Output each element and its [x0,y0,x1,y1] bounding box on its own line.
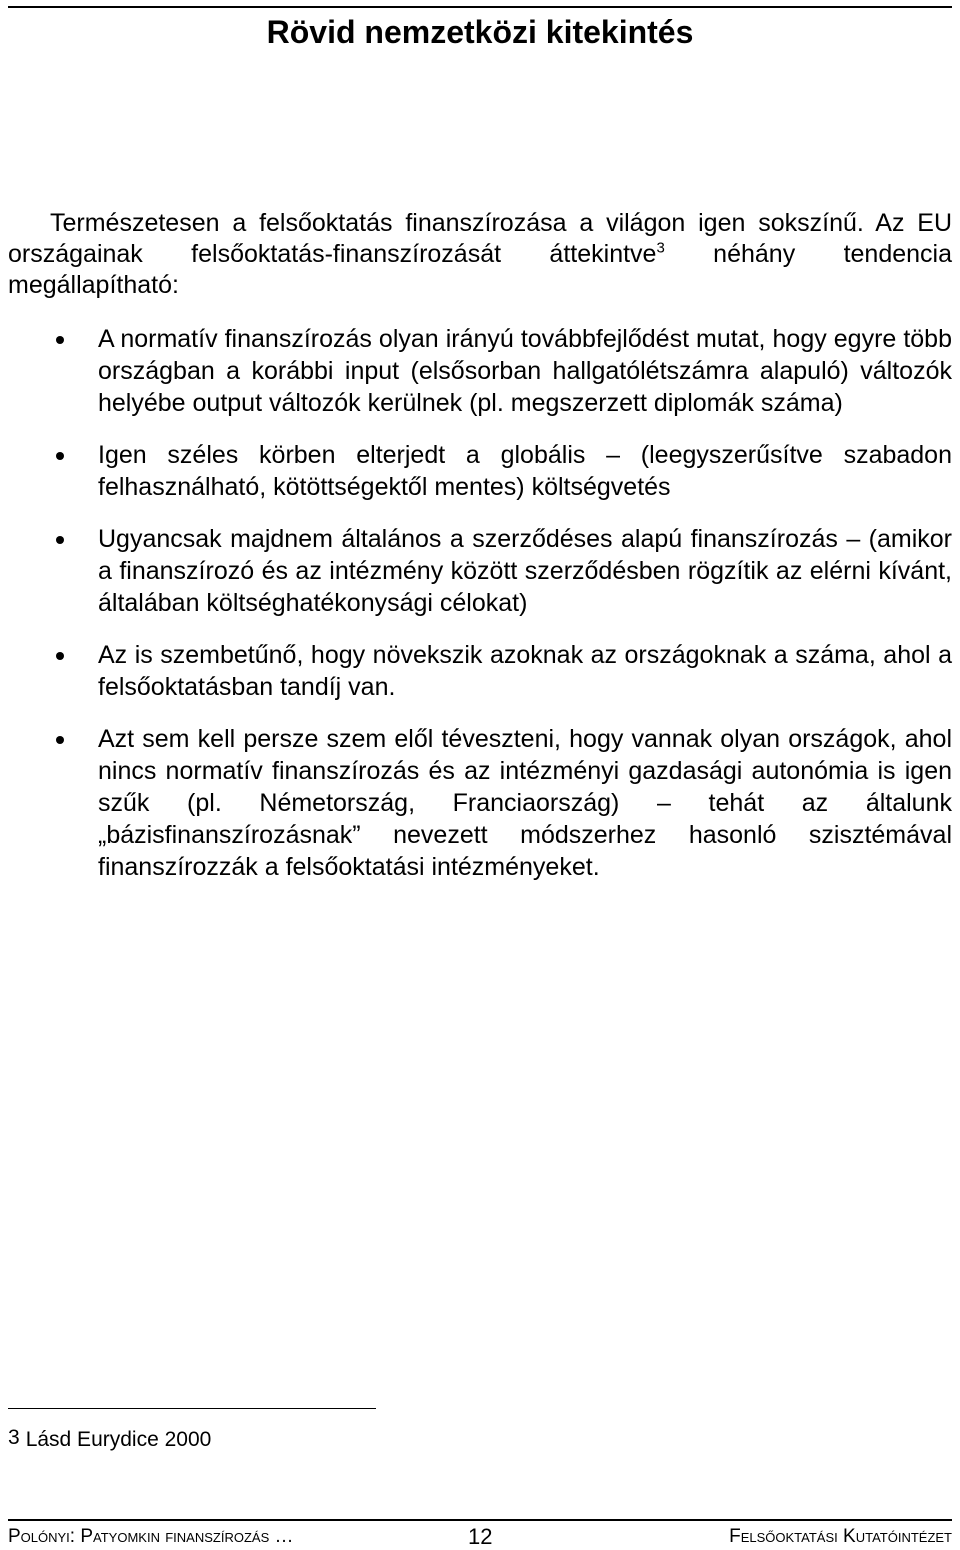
intro-text: Természetesen a felsőoktatás finanszírozása a világon igen sokszínű. Az EU országainak felsőoktatás-finanszírozását áttekintve [8,209,952,268]
intro-paragraph [8,208,952,301]
footer-author-title: Polónyi: Patyomkin finanszírozás … [8,1526,294,1547]
list-item-text: Igen széles körben elterjedt a globális – (leegyszerűsítve szabadon felhasználható, kötöttségektől mentes) költségvetés [98,441,952,501]
bullet-icon [56,452,64,460]
bullet-list [8,323,952,903]
footer-rule [8,1519,952,1521]
footnote-number: 3 [8,1426,20,1449]
bullet-icon [56,652,64,660]
intro-text-end: néhány tendencia megállapítható: [8,240,952,299]
top-rule [8,6,952,8]
page-footer [8,1524,952,1550]
bullet-icon [56,736,64,744]
bullet-icon [56,336,64,344]
page-number: 12 [468,1524,493,1549]
page-title: Rövid nemzetközi kitekintés [266,14,694,50]
list-item [8,323,952,419]
footer-institute: Felsőoktatási Kutatóintézet [729,1526,952,1547]
list-item-text: Azt sem kell persze szem elől téveszteni, hogy vannak olyan országok, ahol nincs normatív finanszírozás és az intézményi gazdasági autonómia is igen szűk (pl. Németország, Franciaország) – tehát az általunk „bázisfinanszírozásnak” nevezett módszerhez hasonló szisztémával finanszírozzák a felsőoktatási intézményeket. [98,725,952,881]
list-item [8,723,952,883]
list-item [8,523,952,619]
list-item-text: Az is szembetűnő, hogy növekszik azoknak az országoknak a száma, ahol a felsőoktatásban tandíj van. [98,641,952,701]
footnote-text: Lásd Eurydice 2000 [25,1428,212,1451]
list-item-text: Ugyancsak majdnem általános a szerződéses alapú finanszírozás – (amikor a finanszírozó és az intézmény között szerződésben rögzítik az elérni kívánt, általában költséghatékonysági célokat) [98,525,952,617]
footnote [8,1424,211,1454]
bullet-icon [56,536,64,544]
list-item-text: A normatív finanszírozás olyan irányú továbbfejlődést mutat, hogy egyre több országban a korábbi input (elsősorban hallgatólétszámra alapuló) változók helyébe output változók kerülnek (pl. megszerzett diplomák száma) [98,325,952,417]
list-item [8,639,952,703]
list-item [8,439,952,503]
footnote-ref: 3 [656,239,665,257]
footnote-divider [8,1408,376,1409]
